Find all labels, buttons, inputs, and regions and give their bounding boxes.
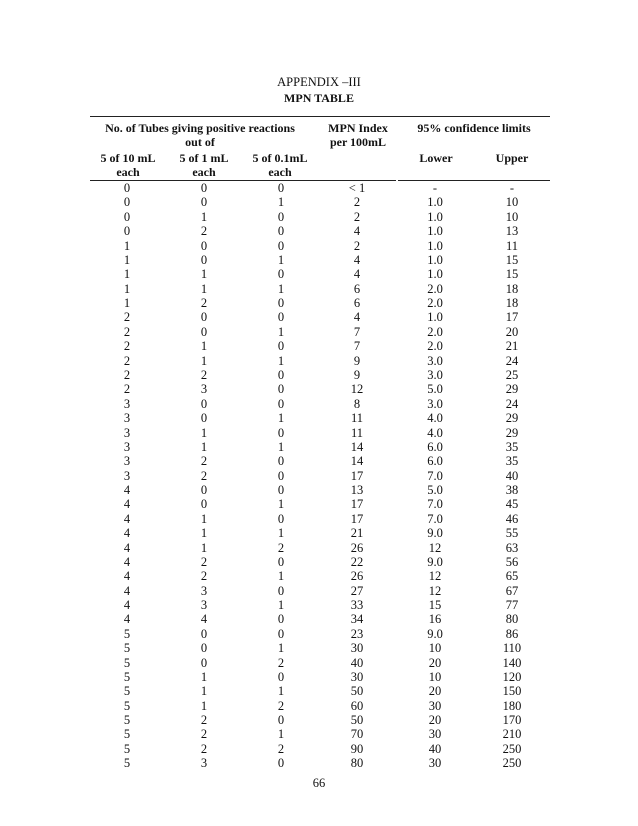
cell-tubes-1ml: 0 (200, 324, 208, 339)
cell-tubes-10ml: 5 (123, 756, 131, 771)
cell-tubes-10ml: 4 (123, 554, 131, 569)
cell-lower-limit: 3.0 (427, 396, 443, 411)
cell-lower-limit: 30 (428, 698, 442, 713)
cell-tubes-1ml: 1 (200, 698, 208, 713)
cell-mpn-index: 13 (350, 483, 364, 497)
cell-lower-limit: 7.0 (427, 511, 443, 526)
cell-lower-limit: 5.0 (427, 382, 443, 397)
cell-mpn-index: 50 (350, 713, 364, 728)
cell-tubes-01ml: 1 (277, 526, 285, 541)
cell-lower-limit: 3.0 (427, 367, 443, 382)
cell-tubes-10ml: 3 (123, 468, 131, 483)
cell-upper-limit: 20 (505, 324, 519, 339)
cell-tubes-01ml: 0 (277, 382, 285, 397)
cell-upper-limit: 63 (505, 540, 519, 555)
header-col-1ml: 5 of 1 mL each (179, 151, 229, 179)
cell-tubes-01ml: 1 (277, 252, 285, 267)
cell-lower-limit: 9.0 (427, 554, 443, 569)
cell-lower-limit: 4.0 (427, 425, 443, 440)
cell-lower-limit: 1.0 (427, 209, 443, 224)
cell-tubes-1ml: 0 (200, 655, 208, 670)
table-title: MPN TABLE (284, 91, 354, 105)
cell-lower-limit: 1.0 (427, 224, 443, 239)
cell-tubes-1ml: 4 (200, 612, 208, 627)
cell-tubes-01ml: 1 (277, 641, 285, 656)
cell-tubes-1ml: 0 (200, 238, 208, 253)
cell-mpn-index: 21 (350, 526, 364, 541)
cell-mpn-index: 30 (350, 641, 364, 656)
cell-upper-limit: 15 (505, 252, 519, 267)
cell-tubes-10ml: 4 (123, 612, 131, 627)
cell-tubes-01ml: 1 (277, 439, 285, 454)
cell-mpn-index: 40 (350, 655, 364, 670)
cell-lower-limit: 12 (428, 583, 442, 598)
cell-upper-limit: 17 (505, 310, 519, 325)
cell-mpn-index: 27 (350, 583, 364, 598)
cell-upper-limit: 29 (505, 411, 519, 426)
cell-tubes-1ml: 2 (200, 569, 208, 584)
cell-tubes-1ml: 0 (200, 396, 208, 411)
cell-mpn-index: 2 (353, 238, 361, 253)
cell-tubes-1ml: 2 (200, 224, 208, 239)
cell-mpn-index: 7 (353, 339, 361, 354)
cell-tubes-01ml: 1 (277, 195, 285, 210)
page-number: 66 (312, 776, 326, 790)
cell-tubes-10ml: 5 (123, 698, 131, 713)
cell-mpn-index: 33 (350, 598, 364, 612)
cell-lower-limit: 2.0 (427, 339, 443, 354)
cell-lower-limit: 10 (428, 641, 442, 656)
cell-mpn-index: 9 (353, 367, 361, 382)
cell-mpn-index: 4 (353, 252, 361, 267)
cell-lower-limit: 5.0 (427, 483, 443, 497)
cell-tubes-01ml: 0 (277, 511, 285, 526)
cell-upper-limit: 120 (502, 669, 522, 684)
cell-tubes-10ml: 1 (123, 252, 131, 267)
header-col-01ml: 5 of 0.1mL each (252, 151, 308, 179)
cell-upper-limit: 21 (505, 339, 519, 354)
table-top-rule (90, 116, 550, 117)
cell-upper-limit: 24 (505, 353, 519, 368)
cell-lower-limit: 3.0 (427, 353, 443, 368)
cell-upper-limit: 250 (502, 756, 522, 771)
cell-upper-limit: 11 (505, 238, 519, 253)
cell-mpn-index: 2 (353, 209, 361, 224)
cell-tubes-01ml: 0 (277, 238, 285, 253)
cell-upper-limit: 38 (505, 483, 519, 497)
cell-mpn-index: 70 (350, 727, 364, 742)
cell-upper-limit: 86 (505, 626, 519, 641)
cell-tubes-1ml: 0 (200, 497, 208, 512)
header-mpn-index: MPN Index per 100mL (328, 121, 388, 149)
cell-mpn-index: 80 (350, 756, 364, 771)
cell-tubes-10ml: 4 (123, 540, 131, 555)
cell-tubes-1ml: 1 (200, 526, 208, 541)
cell-mpn-index: 14 (350, 454, 364, 469)
cell-mpn-index: 2 (353, 195, 361, 210)
cell-upper-limit: 35 (505, 454, 519, 469)
cell-mpn-index: < 1 (348, 181, 366, 195)
cell-tubes-01ml: 1 (277, 497, 285, 512)
cell-lower-limit: 15 (428, 598, 442, 612)
cell-lower-limit: 4.0 (427, 411, 443, 426)
cell-tubes-01ml: 0 (277, 713, 285, 728)
cell-tubes-10ml: 5 (123, 641, 131, 656)
cell-tubes-01ml: 1 (277, 281, 285, 296)
cell-tubes-10ml: 4 (123, 598, 131, 612)
cell-upper-limit: 77 (505, 598, 519, 612)
cell-tubes-01ml: 0 (277, 454, 285, 469)
cell-mpn-index: 17 (350, 468, 364, 483)
cell-tubes-1ml: 3 (200, 583, 208, 598)
cell-tubes-1ml: 1 (200, 439, 208, 454)
cell-lower-limit: 30 (428, 727, 442, 742)
cell-upper-limit: 170 (502, 713, 522, 728)
cell-lower-limit: 9.0 (427, 526, 443, 541)
cell-tubes-1ml: 1 (200, 353, 208, 368)
cell-mpn-index: 60 (350, 698, 364, 713)
cell-tubes-10ml: 3 (123, 396, 131, 411)
cell-tubes-1ml: 0 (200, 195, 208, 210)
cell-tubes-1ml: 2 (200, 454, 208, 469)
cell-tubes-10ml: 2 (123, 367, 131, 382)
cell-tubes-1ml: 0 (200, 641, 208, 656)
cell-tubes-1ml: 2 (200, 296, 208, 310)
cell-mpn-index: 9 (353, 353, 361, 368)
cell-lower-limit: 10 (428, 669, 442, 684)
cell-tubes-01ml: 1 (277, 569, 285, 584)
cell-lower-limit: 16 (428, 612, 442, 627)
cell-tubes-1ml: 0 (200, 252, 208, 267)
cell-upper-limit: 65 (505, 569, 519, 584)
cell-mpn-index: 23 (350, 626, 364, 641)
header-tubes-group-line2: out of (185, 135, 215, 149)
cell-tubes-1ml: 3 (200, 598, 208, 612)
cell-tubes-10ml: 5 (123, 669, 131, 684)
cell-tubes-01ml: 1 (277, 411, 285, 426)
cell-lower-limit: 6.0 (427, 454, 443, 469)
header-confidence-limits: 95% confidence limits (417, 121, 531, 135)
cell-tubes-10ml: 3 (123, 425, 131, 440)
cell-tubes-01ml: 0 (277, 554, 285, 569)
cell-lower-limit: 20 (428, 684, 442, 699)
cell-upper-limit: 29 (505, 382, 519, 397)
header-lower: Lower (419, 151, 453, 165)
cell-tubes-10ml: 0 (123, 195, 131, 210)
cell-tubes-10ml: 2 (123, 324, 131, 339)
cell-upper-limit: 55 (505, 526, 519, 541)
cell-lower-limit: 9.0 (427, 626, 443, 641)
cell-lower-limit: 12 (428, 540, 442, 555)
cell-tubes-01ml: 0 (277, 296, 285, 310)
cell-mpn-index: 6 (353, 281, 361, 296)
cell-tubes-1ml: 0 (200, 310, 208, 325)
cell-upper-limit: 13 (505, 224, 519, 239)
cell-tubes-1ml: 0 (200, 626, 208, 641)
cell-upper-limit: 35 (505, 439, 519, 454)
cell-tubes-10ml: 1 (123, 296, 131, 310)
cell-upper-limit: 80 (505, 612, 519, 627)
cell-lower-limit: - (432, 181, 438, 195)
cell-tubes-01ml: 0 (277, 396, 285, 411)
cell-upper-limit: 15 (505, 267, 519, 282)
cell-tubes-10ml: 3 (123, 439, 131, 454)
cell-tubes-01ml: 1 (277, 684, 285, 699)
cell-upper-limit: 10 (505, 195, 519, 210)
cell-tubes-1ml: 0 (200, 411, 208, 426)
cell-tubes-1ml: 1 (200, 425, 208, 440)
cell-upper-limit: 210 (502, 727, 522, 742)
cell-tubes-10ml: 0 (123, 181, 131, 195)
cell-tubes-1ml: 0 (200, 483, 208, 497)
cell-tubes-10ml: 2 (123, 339, 131, 354)
cell-tubes-01ml: 0 (277, 224, 285, 239)
cell-tubes-1ml: 1 (200, 684, 208, 699)
cell-mpn-index: 30 (350, 669, 364, 684)
cell-tubes-01ml: 1 (277, 727, 285, 742)
cell-lower-limit: 1.0 (427, 267, 443, 282)
cell-upper-limit: 140 (502, 655, 522, 670)
cell-mpn-index: 17 (350, 511, 364, 526)
cell-lower-limit: 1.0 (427, 238, 443, 253)
cell-tubes-01ml: 0 (277, 209, 285, 224)
cell-upper-limit: 46 (505, 511, 519, 526)
cell-upper-limit: 56 (505, 554, 519, 569)
cell-lower-limit: 20 (428, 713, 442, 728)
cell-tubes-01ml: 0 (277, 425, 285, 440)
cell-tubes-1ml: 0 (200, 181, 208, 195)
cell-mpn-index: 26 (350, 569, 364, 584)
cell-mpn-index: 90 (350, 741, 364, 756)
cell-tubes-01ml: 0 (277, 310, 285, 325)
cell-tubes-01ml: 1 (277, 324, 285, 339)
cell-tubes-01ml: 0 (277, 612, 285, 627)
cell-lower-limit: 6.0 (427, 439, 443, 454)
cell-tubes-10ml: 4 (123, 497, 131, 512)
cell-tubes-10ml: 4 (123, 526, 131, 541)
header-col-10ml: 5 of 10 mL each (100, 151, 156, 179)
cell-tubes-1ml: 1 (200, 511, 208, 526)
cell-tubes-10ml: 5 (123, 741, 131, 756)
cell-lower-limit: 20 (428, 655, 442, 670)
cell-tubes-10ml: 4 (123, 483, 131, 497)
cell-upper-limit: 250 (502, 741, 522, 756)
cell-tubes-1ml: 1 (200, 267, 208, 282)
cell-tubes-01ml: 2 (277, 540, 285, 555)
cell-tubes-1ml: 3 (200, 756, 208, 771)
cell-tubes-1ml: 1 (200, 209, 208, 224)
cell-tubes-10ml: 3 (123, 411, 131, 426)
cell-lower-limit: 1.0 (427, 252, 443, 267)
cell-upper-limit: 180 (502, 698, 522, 713)
cell-mpn-index: 6 (353, 296, 361, 310)
cell-upper-limit: 18 (505, 281, 519, 296)
cell-tubes-1ml: 3 (200, 382, 208, 397)
cell-lower-limit: 40 (428, 741, 442, 756)
cell-mpn-index: 8 (353, 396, 361, 411)
cell-tubes-01ml: 2 (277, 698, 285, 713)
appendix-title: APPENDIX –III (277, 75, 361, 89)
cell-tubes-10ml: 2 (123, 382, 131, 397)
cell-tubes-01ml: 0 (277, 626, 285, 641)
cell-tubes-10ml: 2 (123, 310, 131, 325)
cell-lower-limit: 1.0 (427, 310, 443, 325)
cell-tubes-01ml: 0 (277, 756, 285, 771)
cell-mpn-index: 7 (353, 324, 361, 339)
cell-lower-limit: 2.0 (427, 281, 443, 296)
cell-mpn-index: 4 (353, 310, 361, 325)
cell-tubes-10ml: 0 (123, 209, 131, 224)
cell-tubes-01ml: 0 (277, 367, 285, 382)
cell-mpn-index: 11 (350, 425, 364, 440)
cell-tubes-01ml: 2 (277, 655, 285, 670)
cell-mpn-index: 26 (350, 540, 364, 555)
cell-upper-limit: 45 (505, 497, 519, 512)
cell-upper-limit: 25 (505, 367, 519, 382)
cell-tubes-01ml: 0 (277, 669, 285, 684)
cell-upper-limit: 110 (502, 641, 522, 656)
cell-tubes-10ml: 1 (123, 281, 131, 296)
cell-tubes-01ml: 2 (277, 741, 285, 756)
cell-tubes-01ml: 0 (277, 181, 285, 195)
cell-lower-limit: 7.0 (427, 468, 443, 483)
header-tubes-group (90, 121, 310, 149)
cell-mpn-index: 50 (350, 684, 364, 699)
cell-tubes-10ml: 0 (123, 224, 131, 239)
cell-mpn-index: 4 (353, 224, 361, 239)
cell-lower-limit: 2.0 (427, 324, 443, 339)
cell-lower-limit: 30 (428, 756, 442, 771)
cell-upper-limit: - (509, 181, 515, 195)
cell-mpn-index: 34 (350, 612, 364, 627)
cell-mpn-index: 4 (353, 267, 361, 282)
cell-tubes-10ml: 4 (123, 569, 131, 584)
cell-tubes-01ml: 0 (277, 483, 285, 497)
cell-tubes-10ml: 1 (123, 238, 131, 253)
cell-tubes-10ml: 2 (123, 353, 131, 368)
cell-tubes-1ml: 2 (200, 741, 208, 756)
cell-tubes-10ml: 5 (123, 727, 131, 742)
cell-tubes-1ml: 1 (200, 669, 208, 684)
cell-tubes-1ml: 2 (200, 713, 208, 728)
header-tubes-group-line1: No. of Tubes giving positive reactions (105, 121, 295, 135)
cell-tubes-1ml: 1 (200, 281, 208, 296)
cell-tubes-01ml: 0 (277, 339, 285, 354)
cell-upper-limit: 150 (502, 684, 522, 699)
cell-tubes-01ml: 1 (277, 353, 285, 368)
cell-upper-limit: 18 (505, 296, 519, 310)
cell-tubes-01ml: 0 (277, 267, 285, 282)
cell-tubes-10ml: 4 (123, 511, 131, 526)
cell-tubes-1ml: 2 (200, 468, 208, 483)
cell-mpn-index: 14 (350, 439, 364, 454)
cell-tubes-10ml: 5 (123, 713, 131, 728)
cell-upper-limit: 29 (505, 425, 519, 440)
cell-tubes-10ml: 5 (123, 626, 131, 641)
cell-tubes-10ml: 5 (123, 655, 131, 670)
cell-upper-limit: 24 (505, 396, 519, 411)
cell-mpn-index: 22 (350, 554, 364, 569)
cell-lower-limit: 7.0 (427, 497, 443, 512)
cell-tubes-10ml: 5 (123, 684, 131, 699)
cell-mpn-index: 17 (350, 497, 364, 512)
cell-lower-limit: 1.0 (427, 195, 443, 210)
cell-tubes-10ml: 4 (123, 583, 131, 598)
cell-upper-limit: 10 (505, 209, 519, 224)
cell-lower-limit: 2.0 (427, 296, 443, 310)
cell-upper-limit: 67 (505, 583, 519, 598)
cell-tubes-1ml: 1 (200, 339, 208, 354)
cell-mpn-index: 12 (350, 382, 364, 397)
cell-tubes-01ml: 0 (277, 583, 285, 598)
cell-tubes-10ml: 3 (123, 454, 131, 469)
cell-tubes-1ml: 1 (200, 540, 208, 555)
cell-mpn-index: 11 (350, 411, 364, 426)
cell-tubes-1ml: 2 (200, 554, 208, 569)
cell-tubes-01ml: 1 (277, 598, 285, 612)
cell-lower-limit: 12 (428, 569, 442, 584)
header-upper: Upper (495, 151, 529, 165)
cell-tubes-1ml: 2 (200, 727, 208, 742)
cell-tubes-10ml: 1 (123, 267, 131, 282)
cell-upper-limit: 40 (505, 468, 519, 483)
cell-tubes-01ml: 0 (277, 468, 285, 483)
cell-tubes-1ml: 2 (200, 367, 208, 382)
